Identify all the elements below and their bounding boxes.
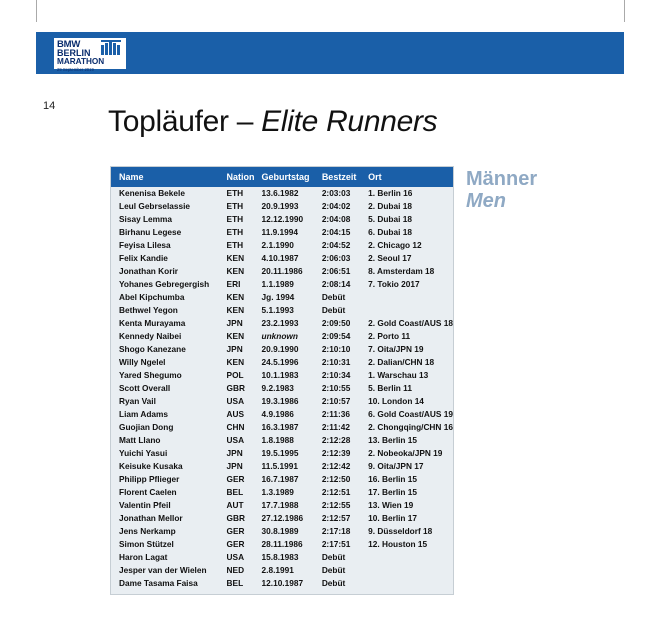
- cell-nation: KEN: [226, 330, 245, 341]
- cell-place: [368, 304, 453, 317]
- cell-besttime: 2:12:39: [321, 447, 351, 458]
- cell-nation: POL: [226, 369, 244, 380]
- cell-besttime: 2:04:08: [321, 213, 351, 224]
- table-row: [111, 551, 453, 564]
- cell-besttime: 2:06:03: [321, 252, 351, 263]
- cell-place: 2. Gold Coast/AUS 18: [368, 317, 453, 328]
- cell-birthdate: 12.10.1987: [261, 577, 304, 588]
- cell-name: Philipp Pflieger: [119, 473, 180, 484]
- table-row: [111, 447, 453, 460]
- elite-runners-table: [111, 167, 453, 590]
- logo-date-text: 29 September 2019: [57, 66, 94, 72]
- table-header: [111, 167, 453, 187]
- cell-name: Matt Llano: [119, 434, 161, 445]
- cell-name: Dame Tasama Faisa: [119, 577, 198, 588]
- table-row: [111, 408, 453, 421]
- cell-name: Jonathan Mellor: [119, 512, 183, 523]
- cell-birthdate: 20.9.1993: [261, 200, 299, 211]
- table-row: [111, 421, 453, 434]
- cell-name: Willy Ngelel: [119, 356, 166, 367]
- table-row: [111, 213, 453, 226]
- cell-name: Shogo Kanezane: [119, 343, 186, 354]
- cell-birthdate: 4.9.1986: [261, 408, 294, 419]
- cell-besttime: Debüt: [321, 304, 346, 315]
- cell-nation: BEL: [226, 486, 244, 497]
- cell-nation: KEN: [226, 356, 245, 367]
- cell-name: Leul Gebrselassie: [119, 200, 191, 211]
- cell-name: Birhanu Legese: [119, 226, 182, 237]
- crop-mark-left: [36, 0, 37, 22]
- cell-place: 1. Berlin 16: [368, 187, 413, 198]
- cell-nation: JPN: [226, 317, 243, 328]
- cell-place: 6. Dubai 18: [368, 226, 412, 237]
- cell-birthdate: 11.5.1991: [261, 460, 298, 471]
- cell-nation: BEL: [226, 577, 244, 588]
- cell-birthdate: 20.9.1990: [261, 343, 299, 354]
- cell-nation: KEN: [226, 265, 245, 276]
- cell-besttime: 2:17:18: [321, 525, 351, 536]
- column-header-name: Name: [111, 167, 227, 187]
- cell-birthdate: 1.3.1989: [261, 486, 294, 497]
- cell-name: Yared Shegumo: [119, 369, 182, 380]
- cell-nation: AUT: [226, 499, 244, 510]
- cell-name: Kenenisa Bekele: [119, 187, 185, 198]
- cell-birthdate: 2.1.1990: [261, 239, 294, 250]
- cell-nation: ERI: [226, 278, 241, 289]
- cell-nation: ETH: [226, 213, 244, 224]
- table-row: [111, 499, 453, 512]
- table-row: [111, 356, 453, 369]
- cell-nation: AUS: [226, 408, 245, 419]
- cell-name: Haron Lagat: [119, 551, 168, 562]
- cell-birthdate: 15.8.1983: [261, 551, 299, 562]
- bmw-berlin-marathon-logo: [54, 38, 126, 72]
- cell-place: 2. Dalian/CHN 18: [368, 356, 435, 367]
- table-row: [111, 473, 453, 486]
- cell-birthdate: 27.12.1986: [261, 512, 304, 523]
- cell-name: Sisay Lemma: [119, 213, 173, 224]
- cell-birthdate: 5.1.1993: [261, 304, 294, 315]
- cell-birthdate: 16.7.1987: [261, 473, 299, 484]
- section-label-en: Men: [466, 190, 506, 212]
- column-header-besttime: Bestzeit: [322, 167, 368, 187]
- banner-url-strip: www.scc-events.com • www.scc-events.com • www.scc-events.com • www.scc-events.com • www.scc-events.com: [170, 79, 593, 88]
- cell-name: Feyisa Lilesa: [119, 239, 171, 250]
- cell-place: 6. Gold Coast/AUS 19: [368, 408, 453, 419]
- table-header-row: [111, 167, 453, 187]
- cell-besttime: 2:04:02: [321, 200, 351, 211]
- cell-name: Yuichi Yasui: [119, 447, 168, 458]
- cell-place: [368, 291, 453, 304]
- cell-name: Felix Kandie: [119, 252, 168, 263]
- cell-name: Abel Kipchumba: [119, 291, 185, 302]
- cell-place: 12. Houston 15: [368, 538, 428, 549]
- cell-nation: ETH: [226, 200, 244, 211]
- cell-besttime: 2:03:03: [321, 187, 351, 198]
- cell-name: Florent Caelen: [119, 486, 177, 497]
- cell-name: Scott Overall: [119, 382, 171, 393]
- section-label-de: Männer: [466, 168, 538, 190]
- cell-nation: CHN: [226, 421, 245, 432]
- cell-besttime: 2:11:36: [321, 408, 350, 419]
- cell-name: Ryan Vail: [119, 395, 156, 406]
- table-row: [111, 304, 453, 317]
- cell-besttime: Debüt: [321, 291, 346, 302]
- cell-birthdate: 24.5.1996: [261, 356, 299, 367]
- cell-birthdate: 4.10.1987: [261, 252, 299, 263]
- cell-name: Valentin Pfeil: [119, 499, 171, 510]
- cell-besttime: 2:12:55: [321, 499, 351, 510]
- cell-besttime: 2:06:51: [321, 265, 351, 276]
- cell-besttime: 2:09:50: [321, 317, 351, 328]
- cell-place: 2. Dubai 18: [368, 200, 412, 211]
- cell-name: Yohanes Gebregergish: [119, 278, 210, 289]
- cell-birthdate: 23.2.1993: [261, 317, 299, 328]
- cell-place: 7. Tokio 2017: [368, 278, 420, 289]
- cell-place: 5. Dubai 18: [368, 213, 412, 224]
- cell-nation: USA: [226, 434, 245, 445]
- cell-name: Liam Adams: [119, 408, 169, 419]
- cell-place: 17. Berlin 15: [368, 486, 418, 497]
- page-number: 14: [43, 100, 56, 112]
- table-row: [111, 564, 453, 577]
- cell-place: 10. Berlin 17: [368, 512, 418, 523]
- cell-besttime: 2:12:57: [321, 512, 351, 523]
- column-header-birthdate: Geburtstag: [262, 167, 322, 187]
- cell-nation: NED: [226, 564, 245, 575]
- cell-besttime: 2:12:50: [321, 473, 351, 484]
- cell-place: 9. Oita/JPN 17: [368, 460, 424, 471]
- cell-birthdate: Jg. 1994: [261, 291, 295, 302]
- table-row: [111, 577, 453, 590]
- cell-nation: JPN: [226, 447, 243, 458]
- table-row: [111, 278, 453, 291]
- cell-besttime: Debüt: [321, 551, 346, 562]
- cell-place: 10. London 14: [368, 395, 424, 406]
- cell-place: 2. Porto 11: [368, 330, 411, 341]
- cell-besttime: 2:12:51: [321, 486, 351, 497]
- cell-place: 9. Düsseldorf 18: [368, 525, 433, 536]
- cell-birthdate: 13.6.1982: [261, 187, 299, 198]
- cell-place: [368, 577, 453, 590]
- cell-name: Jens Nerkamp: [119, 525, 176, 536]
- cell-besttime: 2:08:14: [321, 278, 351, 289]
- cell-place: 13. Wien 19: [368, 499, 414, 510]
- column-header-nation: Nation: [227, 167, 262, 187]
- cell-nation: KEN: [226, 252, 245, 263]
- cell-name: Keisuke Kusaka: [119, 460, 183, 471]
- table-row: [111, 538, 453, 551]
- cell-besttime: Debüt: [321, 577, 346, 588]
- cell-birthdate: 19.3.1986: [261, 395, 299, 406]
- cell-nation: ETH: [226, 239, 244, 250]
- cell-birthdate: 10.1.1983: [261, 369, 299, 380]
- cell-nation: GER: [226, 538, 245, 549]
- crop-mark-right: [624, 0, 625, 22]
- cell-place: 2. Chongqing/CHN 16: [368, 421, 453, 432]
- cell-birthdate: 20.11.1986: [261, 265, 303, 276]
- table-row: [111, 369, 453, 382]
- cell-nation: USA: [226, 551, 245, 562]
- logo-bmw-text: BMW: [57, 39, 81, 50]
- cell-birthdate: 2.8.1991: [261, 564, 294, 575]
- column-header-place: Ort: [368, 167, 453, 187]
- table-row: [111, 291, 453, 304]
- cell-nation: GBR: [226, 512, 245, 523]
- cell-name: Jonathan Korir: [119, 265, 179, 276]
- cell-place: [368, 551, 453, 564]
- cell-place: 2. Seoul 17: [368, 252, 412, 263]
- cell-place: 5. Berlin 11: [368, 382, 412, 393]
- cell-besttime: 2:10:34: [321, 369, 351, 380]
- cell-besttime: 2:17:51: [321, 538, 351, 549]
- cell-nation: ETH: [226, 226, 244, 237]
- cell-birthdate: unknown: [261, 330, 298, 341]
- table-row: [111, 395, 453, 408]
- cell-name: Jesper van der Wielen: [119, 564, 207, 575]
- cell-place: 1. Warschau 13: [368, 369, 429, 380]
- page-title: [108, 105, 437, 139]
- brandenburg-gate-icon: [101, 41, 123, 55]
- cell-birthdate: 17.7.1988: [261, 499, 299, 510]
- cell-place: 7. Oita/JPN 19: [368, 343, 424, 354]
- cell-besttime: Debüt: [321, 564, 346, 575]
- cell-birthdate: 1.1.1989: [261, 278, 294, 289]
- cell-besttime: 2:10:55: [321, 382, 351, 393]
- table-row: [111, 265, 453, 278]
- logo-marathon-text: MARATHON: [57, 57, 105, 66]
- cell-besttime: 2:10:10: [321, 343, 351, 354]
- table-row: [111, 382, 453, 395]
- cell-place: 13. Berlin 15: [368, 434, 418, 445]
- table-row: [111, 226, 453, 239]
- cell-name: Bethwel Yegon: [119, 304, 178, 315]
- table-row: [111, 200, 453, 213]
- cell-place: 16. Berlin 15: [368, 473, 418, 484]
- cell-place: 8. Amsterdam 18: [368, 265, 435, 276]
- cell-place: 2. Chicago 12: [368, 239, 422, 250]
- table-row: [111, 317, 453, 330]
- cell-birthdate: 1.8.1988: [261, 434, 294, 445]
- cell-besttime: 2:12:42: [321, 460, 351, 471]
- table-row: [111, 512, 453, 525]
- cell-birthdate: 28.11.1986: [261, 538, 303, 549]
- table-row: [111, 434, 453, 447]
- cell-besttime: 2:10:57: [321, 395, 351, 406]
- cell-nation: GER: [226, 473, 245, 484]
- table-row: [111, 343, 453, 356]
- cell-besttime: 2:11:42: [321, 421, 350, 432]
- cell-nation: GBR: [226, 382, 245, 393]
- cell-nation: GER: [226, 525, 245, 536]
- table-row: [111, 525, 453, 538]
- cell-birthdate: 19.5.1995: [261, 447, 299, 458]
- cell-besttime: 2:04:15: [321, 226, 351, 237]
- cell-birthdate: 12.12.1990: [261, 213, 304, 224]
- cell-birthdate: 30.8.1989: [261, 525, 299, 536]
- cell-name: Simon Stützel: [119, 538, 174, 549]
- cell-birthdate: 9.2.1983: [261, 382, 294, 393]
- cell-place: [368, 564, 453, 577]
- table-body: [111, 187, 453, 590]
- cell-nation: KEN: [226, 304, 245, 315]
- cell-birthdate: 16.3.1987: [261, 421, 299, 432]
- table-row: [111, 486, 453, 499]
- elite-runners-table-container: [110, 166, 454, 595]
- cell-birthdate: 11.9.1994: [261, 226, 298, 237]
- cell-nation: USA: [226, 395, 245, 406]
- table-row: [111, 330, 453, 343]
- cell-nation: ETH: [226, 187, 244, 198]
- cell-name: Kennedy Naibei: [119, 330, 182, 341]
- cell-place: 2. Nobeoka/JPN 19: [368, 447, 443, 458]
- cell-besttime: 2:12:28: [321, 434, 351, 445]
- page-title-en: Elite Runners: [261, 105, 438, 138]
- table-row: [111, 239, 453, 252]
- cell-nation: JPN: [226, 343, 243, 354]
- table-row: [111, 187, 453, 200]
- cell-nation: JPN: [226, 460, 243, 471]
- table-row: [111, 252, 453, 265]
- table-row: [111, 460, 453, 473]
- cell-besttime: 2:10:31: [321, 356, 351, 367]
- cell-name: Guojian Dong: [119, 421, 174, 432]
- cell-name: Kenta Murayama: [119, 317, 186, 328]
- cell-besttime: 2:04:52: [321, 239, 351, 250]
- logo-berlin-text: BERLIN: [57, 48, 91, 58]
- page-title-de: Topläufer –: [108, 105, 262, 138]
- cell-nation: KEN: [226, 291, 245, 302]
- cell-besttime: 2:09:54: [321, 330, 351, 341]
